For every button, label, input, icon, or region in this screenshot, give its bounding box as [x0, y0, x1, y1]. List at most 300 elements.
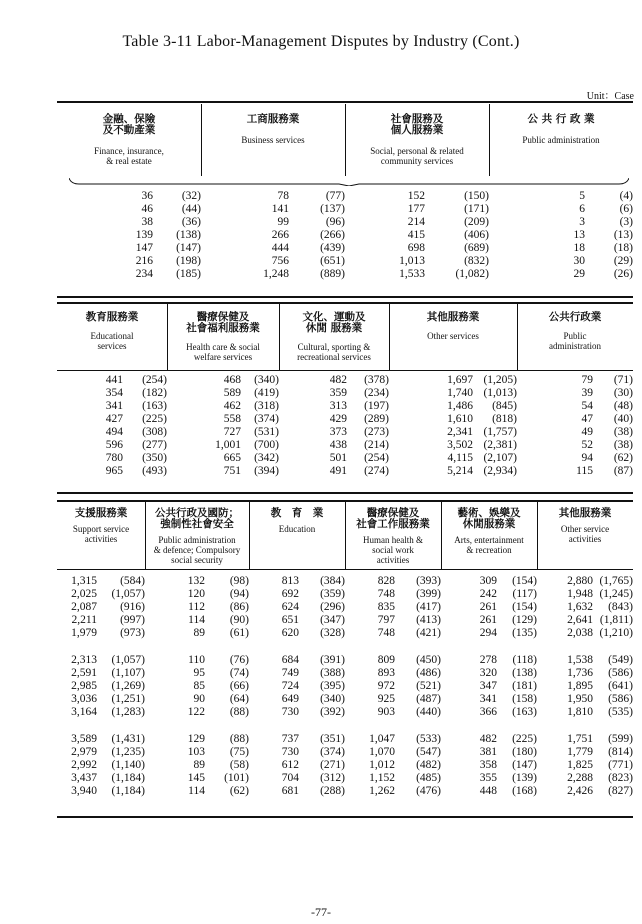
- cell-paren-value: (129): [512, 614, 537, 626]
- cell-paren-value: (163): [142, 400, 167, 412]
- cell-paren-value: (417): [416, 601, 441, 613]
- cell-paren-value: (38): [613, 439, 633, 451]
- header-zh-label: 其他服務業: [558, 507, 612, 519]
- cell-paren-value: (154): [512, 601, 537, 613]
- cell-value: 320: [479, 667, 497, 679]
- cell-paren-value: (150): [464, 190, 489, 202]
- cell-value: 1,012: [369, 759, 395, 771]
- cell-paren-value: (289): [364, 413, 389, 425]
- cell-value: 4,115: [447, 452, 473, 464]
- cell-value: 110: [188, 654, 205, 666]
- cell-paren-value: (374): [254, 413, 279, 425]
- cell-value: 780: [105, 452, 123, 464]
- cell-value: 438: [329, 439, 347, 451]
- cell-paren-value: (168): [512, 785, 537, 797]
- header-en-label: Support service activities: [72, 524, 130, 544]
- cell-value: 366: [479, 706, 497, 718]
- section3-header-col-4: [345, 502, 441, 569]
- cell-paren-value: (359): [320, 588, 345, 600]
- section2-header: [57, 304, 633, 371]
- section1-table: [57, 190, 633, 281]
- cell-value: 482: [479, 733, 497, 745]
- cell-paren-value: (273): [364, 426, 389, 438]
- cell-paren-value: (584): [120, 575, 145, 587]
- cell-paren-value: (312): [320, 772, 345, 784]
- cell-paren-value: (1,245): [599, 588, 633, 600]
- table-title: Table 3-11 Labor-Management Disputes by Industry (Cont.): [122, 33, 520, 50]
- cell-value: 129: [187, 733, 205, 745]
- section1-top-rule: [57, 101, 633, 103]
- cell-paren-value: (476): [416, 785, 441, 797]
- column-divider: [517, 304, 518, 370]
- cell-paren-value: (29): [613, 255, 633, 267]
- cell-value: 6: [579, 203, 585, 215]
- cell-paren-value: (277): [142, 439, 167, 451]
- cell-paren-value: (266): [320, 229, 345, 241]
- cell-value: 95: [193, 667, 205, 679]
- column-divider: [537, 502, 538, 569]
- cell-paren-value: (1,210): [599, 627, 633, 639]
- cell-value: 1,950: [567, 693, 593, 705]
- cell-paren-value: (182): [142, 387, 167, 399]
- cell-paren-value: (586): [608, 693, 633, 705]
- cell-paren-value: (1,251): [111, 693, 145, 705]
- cell-paren-value: (413): [416, 614, 441, 626]
- section3-header-col-6: [537, 502, 633, 569]
- cell-paren-value: (26): [613, 268, 633, 280]
- section2-header-col-3: [279, 304, 389, 370]
- header-en-label: Social, personal & related community services: [370, 146, 464, 166]
- cell-value: 355: [479, 772, 497, 784]
- cell-paren-value: (90): [229, 614, 249, 626]
- table-row: [57, 706, 633, 719]
- cell-paren-value: (117): [512, 588, 537, 600]
- cell-paren-value: (973): [120, 627, 145, 639]
- cell-value: 29: [573, 268, 585, 280]
- cell-value: 1,152: [369, 772, 395, 784]
- cell-value: 242: [479, 588, 497, 600]
- cell-value: 47: [581, 413, 593, 425]
- cell-value: 730: [281, 746, 299, 758]
- cell-value: 1,315: [71, 575, 97, 587]
- section1-header-col-2: [201, 104, 345, 176]
- table-row: [57, 452, 633, 465]
- cell-value: 36: [141, 190, 153, 202]
- table-row: [57, 465, 633, 478]
- cell-paren-value: (138): [512, 667, 537, 679]
- cell-paren-value: (86): [229, 601, 249, 613]
- cell-paren-value: (3): [619, 216, 633, 228]
- table-row: [57, 601, 633, 614]
- cell-paren-value: (181): [512, 680, 537, 692]
- cell-paren-value: (1,757): [483, 426, 517, 438]
- cell-value: 2,880: [567, 575, 593, 587]
- cell-value: 756: [271, 255, 289, 267]
- cell-paren-value: (486): [416, 667, 441, 679]
- cell-value: 39: [581, 387, 593, 399]
- cell-value: 152: [407, 190, 425, 202]
- cell-value: 5,214: [447, 465, 473, 477]
- cell-paren-value: (288): [320, 785, 345, 797]
- section3-bottom-rule: [57, 816, 633, 818]
- cell-paren-value: (340): [254, 374, 279, 386]
- cell-paren-value: (2,107): [483, 452, 517, 464]
- header-en-label: Other services: [427, 331, 479, 341]
- section2-table: [57, 374, 633, 478]
- table-row: [57, 746, 633, 759]
- cell-value: 724: [281, 680, 299, 692]
- unit-label: Unit：Case: [586, 91, 634, 102]
- cell-paren-value: (1,431): [111, 733, 145, 745]
- cell-paren-value: (38): [613, 426, 633, 438]
- cell-value: 624: [281, 601, 299, 613]
- header-en-label: Education: [278, 524, 316, 534]
- cell-paren-value: (225): [142, 413, 167, 425]
- cell-value: 2,426: [567, 785, 593, 797]
- header-en-label: Public administration: [522, 135, 600, 145]
- cell-paren-value: (75): [229, 746, 249, 758]
- cell-paren-value: (1,057): [111, 588, 145, 600]
- cell-value: 1,013: [399, 255, 425, 267]
- header-en-label: Educational services: [90, 331, 134, 351]
- cell-paren-value: (254): [364, 452, 389, 464]
- cell-paren-value: (40): [613, 413, 633, 425]
- cell-paren-value: (997): [120, 614, 145, 626]
- cell-value: 813: [281, 575, 299, 587]
- cell-value: 2,591: [71, 667, 97, 679]
- table-row: [57, 654, 633, 667]
- cell-paren-value: (147): [512, 759, 537, 771]
- cell-value: 1,047: [369, 733, 395, 745]
- cell-value: 727: [223, 426, 241, 438]
- cell-paren-value: (1,013): [483, 387, 517, 399]
- cell-paren-value: (493): [142, 465, 167, 477]
- cell-value: 665: [223, 452, 241, 464]
- section3-header-col-5: [441, 502, 537, 569]
- cell-paren-value: (71): [613, 374, 633, 386]
- cell-paren-value: (832): [464, 255, 489, 267]
- table-row: [57, 614, 633, 627]
- cell-paren-value: (586): [608, 667, 633, 679]
- cell-value: 1,610: [447, 413, 473, 425]
- cell-value: 3,589: [71, 733, 97, 745]
- section1-brace: [69, 178, 629, 186]
- cell-value: 89: [193, 627, 205, 639]
- cell-value: 494: [105, 426, 123, 438]
- cell-paren-value: (48): [613, 400, 633, 412]
- section1-header-col-3: [345, 104, 489, 176]
- table-row: [57, 387, 633, 400]
- cell-value: 681: [281, 785, 299, 797]
- cell-value: 491: [329, 465, 347, 477]
- header-zh-label: 公 共 行 政 業: [527, 113, 595, 125]
- cell-value: 1,001: [215, 439, 241, 451]
- cell-paren-value: (135): [512, 627, 537, 639]
- cell-value: 482: [329, 374, 347, 386]
- section3-header-col-2: [145, 502, 249, 569]
- cell-value: 359: [329, 387, 347, 399]
- header-zh-label: 金融、保險 及不動產業: [102, 113, 156, 136]
- cell-paren-value: (342): [254, 452, 279, 464]
- cell-paren-value: (138): [176, 229, 201, 241]
- cell-paren-value: (482): [416, 759, 441, 771]
- cell-paren-value: (198): [176, 255, 201, 267]
- cell-value: 468: [223, 374, 241, 386]
- header-en-label: Cultural, sporting & recreational services: [297, 342, 371, 362]
- header-zh-label: 工商服務業: [246, 113, 300, 125]
- column-divider: [201, 104, 202, 176]
- cell-paren-value: (87): [613, 465, 633, 477]
- cell-paren-value: (328): [320, 627, 345, 639]
- cell-value: 115: [576, 465, 593, 477]
- cell-paren-value: (234): [364, 387, 389, 399]
- cell-paren-value: (823): [608, 772, 633, 784]
- table-row: [57, 733, 633, 746]
- cell-paren-value: (64): [229, 693, 249, 705]
- header-zh-label: 教育服務業: [85, 311, 139, 323]
- cell-value: 751: [223, 465, 241, 477]
- cell-paren-value: (1,184): [111, 785, 145, 797]
- cell-paren-value: (62): [229, 785, 249, 797]
- section3-header-col-3: [249, 502, 345, 569]
- cell-paren-value: (118): [512, 654, 537, 666]
- cell-value: 589: [223, 387, 241, 399]
- cell-value: 341: [105, 400, 123, 412]
- cell-paren-value: (209): [464, 216, 489, 228]
- cell-value: 441: [105, 374, 123, 386]
- cell-paren-value: (641): [608, 680, 633, 692]
- section2: [57, 304, 633, 492]
- cell-paren-value: (440): [416, 706, 441, 718]
- cell-value: 444: [271, 242, 289, 254]
- cell-value: 3: [579, 216, 585, 228]
- cell-value: 52: [581, 439, 593, 451]
- cell-paren-value: (531): [254, 426, 279, 438]
- cell-paren-value: (533): [416, 733, 441, 745]
- header-en-label: Health care & social welfare services: [186, 342, 260, 362]
- cell-value: 46: [141, 203, 153, 215]
- cell-paren-value: (1,082): [455, 268, 489, 280]
- cell-paren-value: (101): [224, 772, 249, 784]
- cell-value: 2,341: [447, 426, 473, 438]
- cell-value: 1,825: [567, 759, 593, 771]
- cell-value: 730: [281, 706, 299, 718]
- cell-paren-value: (154): [512, 575, 537, 587]
- cell-paren-value: (6): [619, 203, 633, 215]
- column-divider: [489, 104, 490, 176]
- table-row: [57, 785, 633, 798]
- header-zh-label: 公共行政及國防； 強制性社會安全: [155, 507, 239, 530]
- cell-paren-value: (74): [229, 667, 249, 679]
- cell-paren-value: (689): [464, 242, 489, 254]
- cell-paren-value: (351): [320, 733, 345, 745]
- cell-value: 294: [479, 627, 497, 639]
- cell-value: 266: [271, 229, 289, 241]
- cell-paren-value: (547): [416, 746, 441, 758]
- cell-value: 1,533: [399, 268, 425, 280]
- cell-paren-value: (197): [364, 400, 389, 412]
- section2-header-col-1: [57, 304, 167, 370]
- cell-paren-value: (163): [512, 706, 537, 718]
- cell-value: 809: [377, 654, 395, 666]
- cell-paren-value: (296): [320, 601, 345, 613]
- cell-value: 141: [271, 203, 289, 215]
- cell-value: 2,641: [567, 614, 593, 626]
- cell-paren-value: (61): [229, 627, 249, 639]
- cell-value: 835: [377, 601, 395, 613]
- cell-paren-value: (147): [176, 242, 201, 254]
- cell-paren-value: (2,934): [483, 465, 517, 477]
- table-row: [57, 374, 633, 387]
- column-divider: [345, 502, 346, 569]
- table-row: [57, 190, 633, 203]
- cell-value: 94: [581, 452, 593, 464]
- cell-value: 596: [105, 439, 123, 451]
- column-divider: [145, 502, 146, 569]
- cell-value: 415: [407, 229, 425, 241]
- cell-paren-value: (421): [416, 627, 441, 639]
- cell-value: 737: [281, 733, 299, 745]
- cell-value: 2,211: [71, 614, 97, 626]
- cell-value: 278: [479, 654, 497, 666]
- section2-bottom-rule: [57, 492, 633, 494]
- cell-paren-value: (139): [512, 772, 537, 784]
- cell-value: 1,751: [567, 733, 593, 745]
- cell-paren-value: (399): [416, 588, 441, 600]
- cell-value: 139: [135, 229, 153, 241]
- cell-value: 1,262: [369, 785, 395, 797]
- cell-value: 698: [407, 242, 425, 254]
- table-row: [57, 693, 633, 706]
- column-divider: [279, 304, 280, 370]
- cell-value: 114: [188, 785, 205, 797]
- cell-paren-value: (36): [181, 216, 201, 228]
- cell-paren-value: (77): [325, 190, 345, 202]
- cell-value: 612: [281, 759, 299, 771]
- cell-value: 13: [573, 229, 585, 241]
- cell-value: 177: [407, 203, 425, 215]
- cell-value: 1,248: [263, 268, 289, 280]
- table-row: [57, 575, 633, 588]
- column-divider: [345, 104, 346, 176]
- cell-value: 462: [223, 400, 241, 412]
- cell-paren-value: (394): [254, 465, 279, 477]
- cell-paren-value: (771): [608, 759, 633, 771]
- cell-value: 1,070: [369, 746, 395, 758]
- cell-value: 1,895: [567, 680, 593, 692]
- section2-header-col-5: [517, 304, 633, 370]
- cell-paren-value: (599): [608, 733, 633, 745]
- header-zh-label: 支援服務業: [74, 507, 128, 519]
- cell-value: 1,948: [567, 588, 593, 600]
- cell-value: 78: [277, 190, 289, 202]
- cell-value: 651: [281, 614, 299, 626]
- cell-paren-value: (1,283): [111, 706, 145, 718]
- cell-paren-value: (185): [176, 268, 201, 280]
- cell-value: 692: [281, 588, 299, 600]
- cell-value: 313: [329, 400, 347, 412]
- cell-paren-value: (1,107): [111, 667, 145, 679]
- cell-paren-value: (137): [320, 203, 345, 215]
- cell-value: 748: [377, 627, 395, 639]
- cell-value: 1,538: [567, 654, 593, 666]
- cell-paren-value: (271): [320, 759, 345, 771]
- header-en-label: Other service activities: [560, 524, 610, 544]
- cell-value: 381: [479, 746, 497, 758]
- cell-value: 2,087: [71, 601, 97, 613]
- cell-value: 89: [193, 759, 205, 771]
- cell-value: 132: [187, 575, 205, 587]
- cell-value: 354: [105, 387, 123, 399]
- cell-value: 122: [187, 706, 205, 718]
- cell-value: 147: [135, 242, 153, 254]
- table-row: [57, 413, 633, 426]
- column-divider: [167, 304, 168, 370]
- cell-paren-value: (916): [120, 601, 145, 613]
- header-en-label: Human health & social work activities: [363, 535, 423, 565]
- cell-paren-value: (384): [320, 575, 345, 587]
- cell-value: 145: [187, 772, 205, 784]
- column-divider: [249, 502, 250, 569]
- cell-value: 2,288: [567, 772, 593, 784]
- cell-paren-value: (535): [608, 706, 633, 718]
- cell-paren-value: (254): [142, 374, 167, 386]
- header-zh-label: 藝術、娛樂及 休閒服務業: [457, 507, 521, 530]
- cell-value: 54: [581, 400, 593, 412]
- header-en-label: Arts, entertainment & recreation: [454, 535, 524, 555]
- header-zh-label: 文化、運動及 休閒 服務業: [302, 311, 366, 334]
- section3: [57, 502, 633, 816]
- cell-paren-value: (388): [320, 667, 345, 679]
- column-divider: [441, 502, 442, 569]
- cell-value: 90: [193, 693, 205, 705]
- table-row: [57, 667, 633, 680]
- cell-paren-value: (158): [512, 693, 537, 705]
- cell-paren-value: (214): [364, 439, 389, 451]
- cell-paren-value: (814): [608, 746, 633, 758]
- cell-paren-value: (487): [416, 693, 441, 705]
- table-row: [57, 400, 633, 413]
- header-zh-label: 醫療保健及 社會工作服務業: [356, 507, 430, 530]
- section3-header-col-1: [57, 502, 145, 569]
- cell-value: 1,486: [447, 400, 473, 412]
- header-zh-label: 公共行政業: [548, 311, 602, 323]
- section1-bottom-rule: [57, 296, 633, 298]
- cell-paren-value: (549): [608, 654, 633, 666]
- cell-value: 965: [105, 465, 123, 477]
- cell-value: 3,164: [71, 706, 97, 718]
- cell-value: 1,779: [567, 746, 593, 758]
- cell-value: 828: [377, 575, 395, 587]
- cell-value: 18: [573, 242, 585, 254]
- table-row: [57, 242, 633, 255]
- cell-paren-value: (395): [320, 680, 345, 692]
- cell-value: 79: [581, 374, 593, 386]
- cell-paren-value: (88): [229, 733, 249, 745]
- cell-value: 893: [377, 667, 395, 679]
- table-row: [57, 268, 633, 281]
- section1-header-col-4: [489, 104, 633, 176]
- cell-paren-value: (450): [416, 654, 441, 666]
- cell-paren-value: (225): [512, 733, 537, 745]
- cell-paren-value: (521): [416, 680, 441, 692]
- group-spacer: [57, 719, 633, 733]
- cell-value: 5: [579, 190, 585, 202]
- cell-paren-value: (439): [320, 242, 345, 254]
- table-row: [57, 216, 633, 229]
- cell-value: 2,313: [71, 654, 97, 666]
- cell-paren-value: (98): [229, 575, 249, 587]
